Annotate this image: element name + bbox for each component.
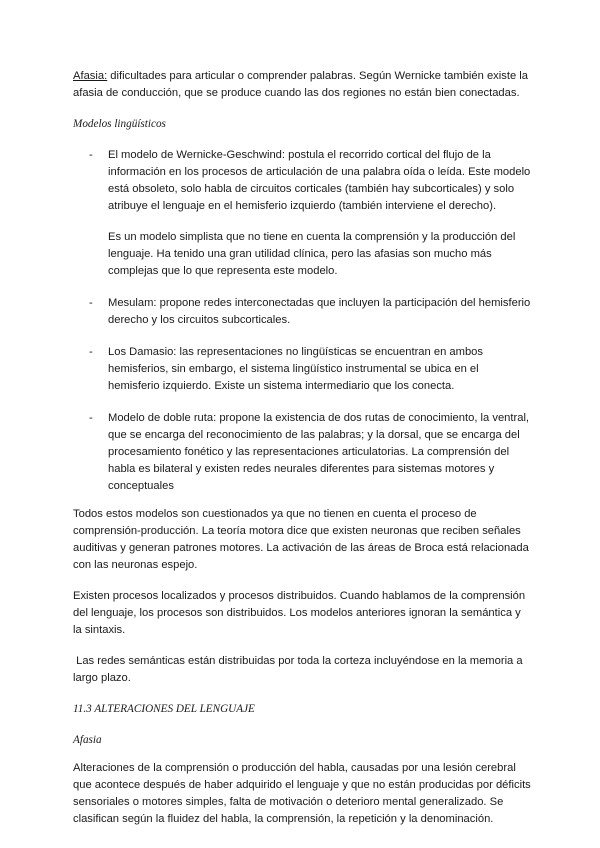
models-list xyxy=(73,147,531,495)
bullet-dash: - xyxy=(89,412,93,424)
document-page xyxy=(73,68,531,842)
list-item-text: Modelo de doble ruta: propone la existencia de dos rutas de conocimiento, la ventral, que se encarga del reconocimiento de las palabras; y la dorsal, que se encarga del procesamiento fonético y las representaciones articulatorias. La comprensión del habla es bilateral y existen redes neurales diferentes para sistemas motores y conceptuales xyxy=(108,412,530,492)
bullet-dash: - xyxy=(89,149,93,161)
list-item-text: Mesulam: propone redes interconectadas que incluyen la participación del hemisferio derecho y los circuitos subcorticales. xyxy=(108,297,531,326)
intro-term: Afasia: xyxy=(73,70,108,82)
list-item xyxy=(73,147,531,280)
body-paragraph: Las redes semánticas están distribuidas por toda la corteza incluyéndose en la memoria a largo plazo. xyxy=(73,655,526,684)
section-heading: 11.3 ALTERACIONES DEL LENGUAJE xyxy=(73,703,255,715)
models-heading: Modelos lingüísticos xyxy=(73,118,166,130)
bullet-dash: - xyxy=(89,297,93,309)
intro-text: dificultades para articular o comprender palabras. Según Wernicke también existe la afasia de conducción, que se produce cuando las dos regiones no están bien conectadas. xyxy=(73,70,528,99)
afasia-paragraph: Alteraciones de la comprensión o producción del habla, causadas por una lesión cerebral que acontece después de haber adquirido el lenguaje y que no están producidas por déficits sensoriales o motores simples, falta de motivación o deterioro mental generalizado. Se clasifican según la fluidez del habla, la comprensión, la repetición y la denominación. xyxy=(73,762,531,825)
list-item-text: Los Damasio: las representaciones no lingüísticas se encuentran en ambos hemisferios, sin embargo, el sistema lingüístico instrumental se ubica en el hemisferio izquierdo. Existe un sistema intermediario que los conecta. xyxy=(108,346,483,392)
body-paragraph: Todos estos modelos son cuestionados ya que no tienen en cuenta el proceso de comprensión-producción. La teoría motora dice que existen neuronas que reciben señales auditivas y generan patrones motores. La activación de las áreas de Broca está relacionada con las neuronas espejo. xyxy=(73,508,529,571)
bullet-dash: - xyxy=(89,346,93,358)
list-item xyxy=(73,344,531,395)
list-item xyxy=(73,295,531,329)
list-item-subtext: Es un modelo simplista que no tiene en cuenta la comprensión y la producción del lenguaje. Ha tenido una gran utilidad clínica, pero las afasias son mucho más complejas que lo que representa este modelo. xyxy=(108,231,516,277)
list-item-text: El modelo de Wernicke-Geschwind: postula el recorrido cortical del flujo de la información en los procesos de articulación de una palabra oída o leída. Este modelo está obsoleto, solo habla de circuitos corticales (también hay subcorticales) y solo atribuye el lenguaje en el hemisferio izquierdo (también interviene el derecho). xyxy=(108,149,531,212)
body-paragraph: Existen procesos localizados y procesos distribuidos. Cuando hablamos de la comprensión del lenguaje, los procesos son distribuidos. Los modelos anteriores ignoran la semántica y la sintaxis. xyxy=(73,590,526,636)
intro-paragraph xyxy=(73,68,531,102)
list-item xyxy=(73,410,531,495)
afasia-heading: Afasia xyxy=(73,734,102,746)
